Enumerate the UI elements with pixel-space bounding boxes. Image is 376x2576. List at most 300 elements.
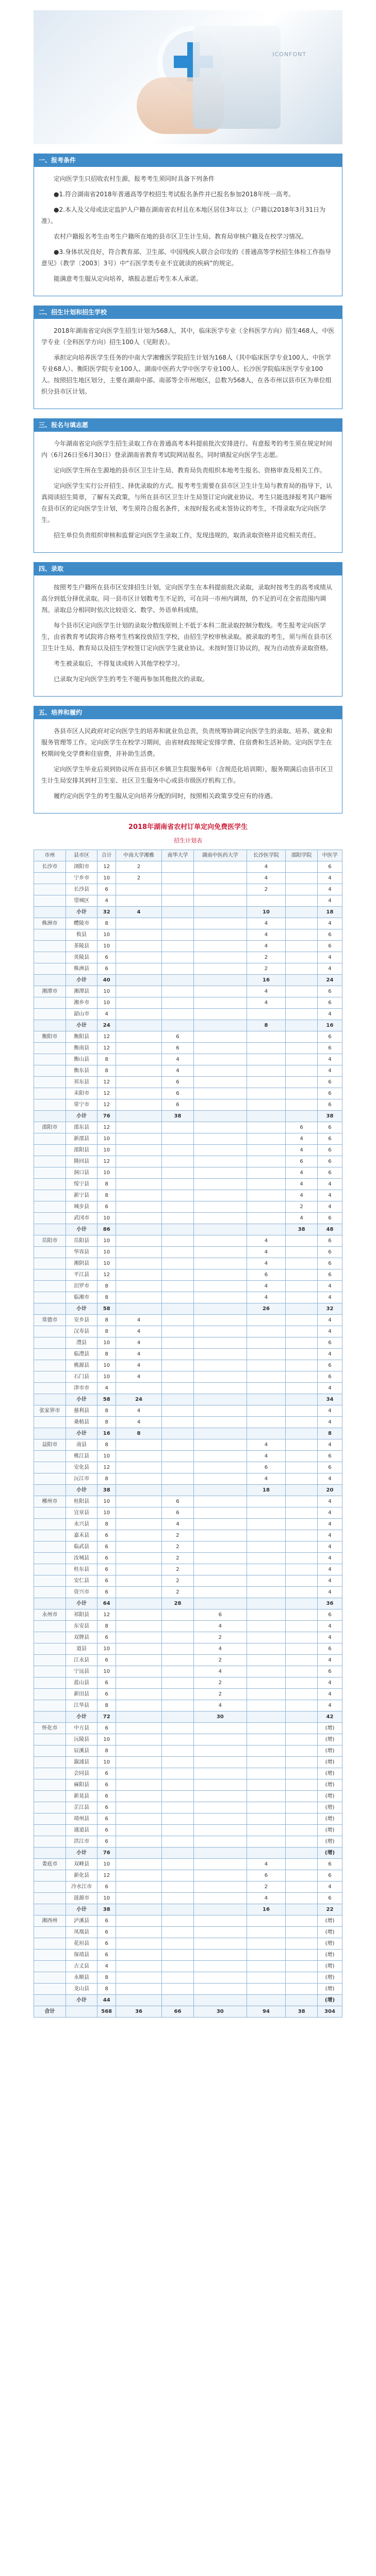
table-cell — [116, 1904, 161, 1916]
table-cell: 6 — [193, 1609, 247, 1621]
table-cell: 常宁市 — [66, 1099, 97, 1111]
table-cell — [162, 1224, 194, 1235]
table-cell: 4 — [317, 1632, 342, 1643]
table-cell: 10 — [97, 1360, 116, 1371]
table-cell — [34, 1541, 66, 1553]
table-cell: 4 — [286, 1190, 318, 1201]
table-header-cell: 南华大学 — [162, 850, 194, 861]
table-cell — [116, 895, 161, 907]
table-cell: 4 — [247, 997, 285, 1009]
table-cell: 6 — [97, 1201, 116, 1213]
table-cell: 4 — [317, 1315, 342, 1326]
table-row — [34, 1043, 342, 1054]
table-cell: 4 — [317, 1882, 342, 1893]
table-cell: 66 — [162, 2006, 194, 2018]
table-cell — [116, 1882, 161, 1893]
table-cell — [116, 1700, 161, 1711]
table-cell — [34, 1043, 66, 1054]
section-paragraph: 农村户籍报名考生由考生户籍所在地的县市区卫生计生局、教育局审核户籍及在校学习情况。 — [54, 233, 308, 240]
table-cell — [116, 1745, 161, 1757]
table-cell — [286, 963, 318, 975]
section-paragraph: ●2.本人及父母或法定监护人户籍在湖南省农村且在本地区居住3年以上（户籍以2018年3月31日为准）。 — [41, 206, 326, 225]
table-cell — [193, 1020, 247, 1031]
table-cell — [116, 1235, 161, 1247]
table-cell: 6 — [97, 1587, 116, 1598]
table-cell — [193, 1031, 247, 1043]
table-cell: 10 — [97, 1734, 116, 1745]
table-cell: 12 — [97, 1122, 116, 1133]
table-cell: 6 — [97, 1780, 116, 1791]
table-cell — [193, 1292, 247, 1303]
table-cell — [116, 1190, 161, 1201]
table-cell: 6 — [317, 861, 342, 873]
table-cell: 6 — [317, 1133, 342, 1145]
table-cell — [247, 1927, 285, 1938]
table-cell: 6 — [317, 1609, 342, 1621]
table-row — [34, 1757, 342, 1768]
table-cell: 10 — [97, 997, 116, 1009]
table-row — [34, 952, 342, 963]
table-cell: 衡阳市 — [34, 1031, 66, 1043]
table-cell — [116, 1009, 161, 1020]
table-cell: 6 — [247, 1870, 285, 1882]
table-cell: 4 — [247, 861, 285, 873]
table-cell: 10 — [97, 1859, 116, 1870]
table-cell: 10 — [97, 1893, 116, 1904]
table-cell — [34, 1519, 66, 1530]
table-cell: 4 — [317, 1530, 342, 1541]
table-cell — [193, 997, 247, 1009]
table-cell — [193, 1938, 247, 1950]
table-cell — [286, 1439, 318, 1451]
table-cell — [34, 1870, 66, 1882]
table-cell: 2 — [247, 884, 285, 895]
table-row — [34, 1802, 342, 1814]
table-cell: 4 — [317, 1553, 342, 1564]
table-row — [34, 1349, 342, 1360]
table-cell: (增) — [317, 1825, 342, 1836]
table-cell — [247, 1802, 285, 1814]
table-cell: 安化县 — [66, 1462, 97, 1473]
table-cell: 衡山县 — [66, 1054, 97, 1065]
table-cell: 益阳市 — [34, 1439, 66, 1451]
section-title: 二、招生计划和招生学校 — [34, 306, 342, 319]
table-cell: 12 — [97, 1462, 116, 1473]
table-cell: 沅江市 — [66, 1473, 97, 1485]
table-cell — [116, 1961, 161, 1972]
table-cell: (增) — [317, 1927, 342, 1938]
table-cell: 华容县 — [66, 1247, 97, 1258]
table-cell — [34, 1485, 66, 1496]
table-cell — [286, 975, 318, 986]
table-cell: 湘阴县 — [66, 1258, 97, 1269]
table-cell: 双峰县 — [66, 1859, 97, 1870]
table-cell — [247, 1054, 285, 1065]
table-cell — [162, 1190, 194, 1201]
table-cell: 6 — [97, 1723, 116, 1734]
section-paragraph: 各县市区人民政府对定向医学生的培养和就业负总责，负责统筹协调定向医学生的录取、培养、就业和服务管理等工作。定向医学生在校学习期间，由省财政按规定安排学费、住宿费和生活补助。定向医学生在校期间免交学费和住宿费，并补助生活费。 — [41, 727, 333, 757]
table-cell — [286, 1009, 318, 1020]
table-cell — [34, 1507, 66, 1519]
table-cell — [116, 1485, 161, 1496]
table-cell — [34, 1904, 66, 1916]
table-cell: 靖州县 — [66, 1814, 97, 1825]
table-cell: 38 — [286, 2006, 318, 2018]
table-cell: 2 — [116, 861, 161, 873]
table-cell — [286, 1598, 318, 1609]
table-cell: 4 — [317, 1349, 342, 1360]
table-cell — [286, 1462, 318, 1473]
table-cell — [162, 1689, 194, 1700]
table-cell — [286, 1655, 318, 1666]
table-cell — [193, 873, 247, 884]
table-cell — [162, 963, 194, 975]
table-cell: 6 — [317, 1145, 342, 1156]
table-row — [34, 1780, 342, 1791]
table-cell: 38 — [162, 1111, 194, 1122]
table-cell — [162, 1133, 194, 1145]
table-cell — [193, 975, 247, 986]
table-cell: 8 — [97, 1473, 116, 1485]
table-cell: 6 — [317, 1247, 342, 1258]
table-cell — [247, 1768, 285, 1780]
table-cell — [247, 1757, 285, 1768]
table-cell — [34, 1757, 66, 1768]
table-cell — [116, 1575, 161, 1587]
table-cell: 6 — [317, 1371, 342, 1383]
table-cell — [286, 1326, 318, 1337]
table-cell — [193, 1281, 247, 1292]
table-cell: 10 — [97, 1235, 116, 1247]
table-cell — [34, 1882, 66, 1893]
table-cell — [34, 1111, 66, 1122]
table-cell — [162, 941, 194, 952]
table-cell: 4 — [317, 1281, 342, 1292]
table-cell — [193, 1156, 247, 1167]
table-cell — [34, 1814, 66, 1825]
table-row — [34, 997, 342, 1009]
table-cell: 8 — [97, 1065, 116, 1077]
table-cell — [162, 986, 194, 997]
table-cell — [34, 1598, 66, 1609]
table-cell — [162, 1870, 194, 1882]
table-cell: 4 — [317, 1541, 342, 1553]
table-cell: (增) — [317, 1814, 342, 1825]
table-cell — [247, 1394, 285, 1405]
table-cell — [193, 1814, 247, 1825]
table-row — [34, 1938, 342, 1950]
table-cell — [286, 1235, 318, 1247]
table-cell: (增) — [317, 1916, 342, 1927]
table-cell: 衡东县 — [66, 1065, 97, 1077]
table-cell — [286, 1394, 318, 1405]
table-cell: 6 — [97, 1825, 116, 1836]
table-cell — [162, 1201, 194, 1213]
table-cell: 2 — [162, 1564, 194, 1575]
table-cell — [193, 1553, 247, 1564]
table-cell: 韶山市 — [66, 1009, 97, 1020]
table-cell — [34, 1734, 66, 1745]
table-cell — [193, 1145, 247, 1156]
table-cell: 4 — [317, 963, 342, 975]
table-cell — [193, 1530, 247, 1541]
table-cell — [34, 1224, 66, 1235]
table-row — [34, 1451, 342, 1462]
table-cell: 568 — [97, 2006, 116, 2018]
table-header-cell: 合计 — [97, 850, 116, 861]
table-cell — [34, 1394, 66, 1405]
table-cell: 4 — [317, 1655, 342, 1666]
table-cell: 20 — [317, 1485, 342, 1496]
table-cell — [286, 1745, 318, 1757]
table-header-row — [34, 850, 342, 861]
table-cell: 4 — [247, 929, 285, 941]
table-cell: 6 — [317, 1337, 342, 1349]
table-row — [34, 1632, 342, 1643]
table-cell: 涟源市 — [66, 1893, 97, 1904]
table-row — [34, 929, 342, 941]
table-cell: 新化县 — [66, 1870, 97, 1882]
table-cell: 6 — [97, 1530, 116, 1541]
plan-table-wrap — [34, 822, 342, 2018]
table-cell — [193, 1734, 247, 1745]
table-cell — [193, 1836, 247, 1848]
table-cell: 小计 — [66, 1020, 97, 1031]
table-cell: 12 — [97, 1269, 116, 1281]
table-cell: 6 — [286, 1156, 318, 1167]
table-cell: 12 — [97, 1088, 116, 1099]
table-cell — [162, 1677, 194, 1689]
table-row — [34, 1383, 342, 1394]
table-row — [34, 1995, 342, 2006]
table-cell — [193, 1043, 247, 1054]
table-header-cell: 中南大学湘雅 — [116, 850, 161, 861]
table-cell — [286, 1405, 318, 1417]
table-cell: 10 — [97, 1145, 116, 1156]
table-row — [34, 1054, 342, 1065]
table-cell: (增) — [317, 1961, 342, 1972]
table-cell — [286, 1972, 318, 1984]
table-cell — [193, 1394, 247, 1405]
table-cell — [286, 1780, 318, 1791]
table-cell: 4 — [116, 1337, 161, 1349]
table-cell — [193, 1439, 247, 1451]
table-cell — [162, 1167, 194, 1179]
table-cell: 30 — [193, 1711, 247, 1723]
table-cell — [34, 1428, 66, 1439]
table-cell: 6 — [317, 1643, 342, 1655]
table-cell — [247, 1541, 285, 1553]
table-cell — [193, 1099, 247, 1111]
table-cell — [162, 1609, 194, 1621]
table-cell: 2 — [193, 1677, 247, 1689]
section-3 — [34, 418, 342, 553]
table-cell: 4 — [162, 1054, 194, 1065]
table-cell: 24 — [317, 975, 342, 986]
table-cell — [162, 1371, 194, 1383]
table-cell: 304 — [317, 2006, 342, 2018]
table-cell — [247, 1848, 285, 1859]
table-cell — [116, 1111, 161, 1122]
table-row — [34, 1575, 342, 1587]
table-cell — [247, 1711, 285, 1723]
table-cell — [247, 1609, 285, 1621]
table-row — [34, 975, 342, 986]
table-row — [34, 1394, 342, 1405]
table-cell: 株洲市 — [34, 918, 66, 929]
table-cell: 洪江市 — [66, 1836, 97, 1848]
table-cell: 18 — [247, 1485, 285, 1496]
section-paragraph: 每个县市区定向医学生计划的录取分数线原则上不低于本科二批录取控制分数线。考生报考定向医学生，由省教育考试院将合格考生档案投放招生学校，由招生学校审核录取。被录取的考生，须与所在县市区卫生计生局、教育局以及招生学校签订定向医学生就业协议。未按时签订协议的，视为自动放弃录取资格。 — [41, 622, 333, 652]
table-cell — [162, 873, 194, 884]
table-cell — [286, 907, 318, 918]
table-row — [34, 861, 342, 873]
table-row — [34, 1553, 342, 1564]
table-cell: 洞口县 — [66, 1167, 97, 1179]
table-cell: 8 — [97, 1745, 116, 1757]
table-cell — [162, 1235, 194, 1247]
table-cell: 2 — [162, 1530, 194, 1541]
table-cell — [193, 1802, 247, 1814]
table-cell: 4 — [317, 1587, 342, 1598]
table-cell — [193, 1213, 247, 1224]
table-cell: 10 — [97, 1666, 116, 1677]
table-cell — [34, 997, 66, 1009]
table-cell — [286, 918, 318, 929]
table-cell: 24 — [116, 1394, 161, 1405]
table-cell — [116, 1077, 161, 1088]
table-row — [34, 1677, 342, 1689]
table-cell: 6 — [97, 1882, 116, 1893]
table-cell — [286, 1371, 318, 1383]
table-cell — [193, 929, 247, 941]
table-cell: 6 — [97, 884, 116, 895]
table-cell: 会同县 — [66, 1768, 97, 1780]
table-cell: 宁远县 — [66, 1666, 97, 1677]
table-cell: 26 — [247, 1303, 285, 1315]
table-cell — [116, 1984, 161, 1995]
table-cell: 4 — [317, 1054, 342, 1065]
table-cell — [193, 1485, 247, 1496]
table-cell: 桂阳县 — [66, 1496, 97, 1507]
table-cell — [247, 1564, 285, 1575]
table-cell: (增) — [317, 1984, 342, 1995]
table-cell — [162, 997, 194, 1009]
doctor-illustration — [193, 26, 281, 129]
table-cell — [34, 1825, 66, 1836]
section-body — [34, 319, 342, 409]
table-cell: 小计 — [66, 1485, 97, 1496]
table-cell: 新晃县 — [66, 1791, 97, 1802]
table-cell — [247, 1088, 285, 1099]
table-row — [34, 1122, 342, 1133]
table-row — [34, 1145, 342, 1156]
table-cell — [116, 1553, 161, 1564]
table-cell: 2 — [162, 1541, 194, 1553]
table-cell — [247, 1405, 285, 1417]
table-cell — [116, 1473, 161, 1485]
table-cell: 8 — [317, 1428, 342, 1439]
table-cell: 10 — [97, 873, 116, 884]
table-cell: 湘潭县 — [66, 986, 97, 997]
table-cell — [116, 1972, 161, 1984]
table-cell — [286, 1417, 318, 1428]
table-cell — [34, 1201, 66, 1213]
table-cell: 4 — [247, 1451, 285, 1462]
table-cell: 6 — [97, 952, 116, 963]
table-cell: 溆浦县 — [66, 1757, 97, 1768]
table-cell — [247, 1179, 285, 1190]
table-cell — [286, 1848, 318, 1859]
table-cell — [116, 1439, 161, 1451]
table-cell — [116, 1655, 161, 1666]
table-cell: 38 — [286, 1224, 318, 1235]
table-cell: 58 — [97, 1303, 116, 1315]
table-cell — [162, 1950, 194, 1961]
table-cell — [116, 1145, 161, 1156]
section-paragraph: 定向医学生所在生源地的县市区卫生计生局、教育局负责组织本地考生报名、资格审查及相关工作。 — [54, 467, 326, 474]
table-cell: 麻阳县 — [66, 1780, 97, 1791]
table-cell: 汨罗市 — [66, 1281, 97, 1292]
table-cell — [286, 1360, 318, 1371]
table-cell — [286, 1904, 318, 1916]
table-cell — [193, 1575, 247, 1587]
table-cell — [247, 1961, 285, 1972]
table-cell — [34, 1213, 66, 1224]
table-cell — [247, 895, 285, 907]
table-row — [34, 1768, 342, 1780]
table-cell: (增) — [317, 1950, 342, 1961]
table-cell: 10 — [97, 1247, 116, 1258]
table-cell: 44 — [97, 1995, 116, 2006]
table-cell: 4 — [317, 1405, 342, 1417]
table-row — [34, 1065, 342, 1077]
table-cell: 4 — [286, 1133, 318, 1145]
table-cell — [116, 1167, 161, 1179]
table-cell — [247, 1201, 285, 1213]
table-cell: 4 — [317, 1700, 342, 1711]
table-cell: 8 — [97, 1972, 116, 1984]
table-cell — [193, 1961, 247, 1972]
table-cell: 8 — [97, 1281, 116, 1292]
table-cell — [193, 1768, 247, 1780]
table-cell — [116, 1893, 161, 1904]
table-cell — [34, 1689, 66, 1700]
table-cell: 24 — [97, 1020, 116, 1031]
table-cell — [162, 1972, 194, 1984]
table-cell — [162, 895, 194, 907]
table-cell — [286, 1099, 318, 1111]
table-row — [34, 1496, 342, 1507]
table-cell: 岳阳市 — [34, 1235, 66, 1247]
table-cell: 蓝山县 — [66, 1677, 97, 1689]
table-cell: 醴陵市 — [66, 918, 97, 929]
table-cell — [34, 1326, 66, 1337]
table-cell — [286, 1530, 318, 1541]
table-cell — [34, 929, 66, 941]
table-row — [34, 1530, 342, 1541]
table-row — [34, 1247, 342, 1258]
table-cell — [247, 1190, 285, 1201]
table-cell — [162, 1848, 194, 1859]
table-cell — [116, 1938, 161, 1950]
table-cell: 4 — [317, 1179, 342, 1190]
table-cell: 茶陵县 — [66, 941, 97, 952]
table-cell: 东安县 — [66, 1621, 97, 1632]
hero-banner — [34, 10, 342, 144]
table-cell — [116, 1825, 161, 1836]
table-cell: 8 — [97, 1179, 116, 1190]
